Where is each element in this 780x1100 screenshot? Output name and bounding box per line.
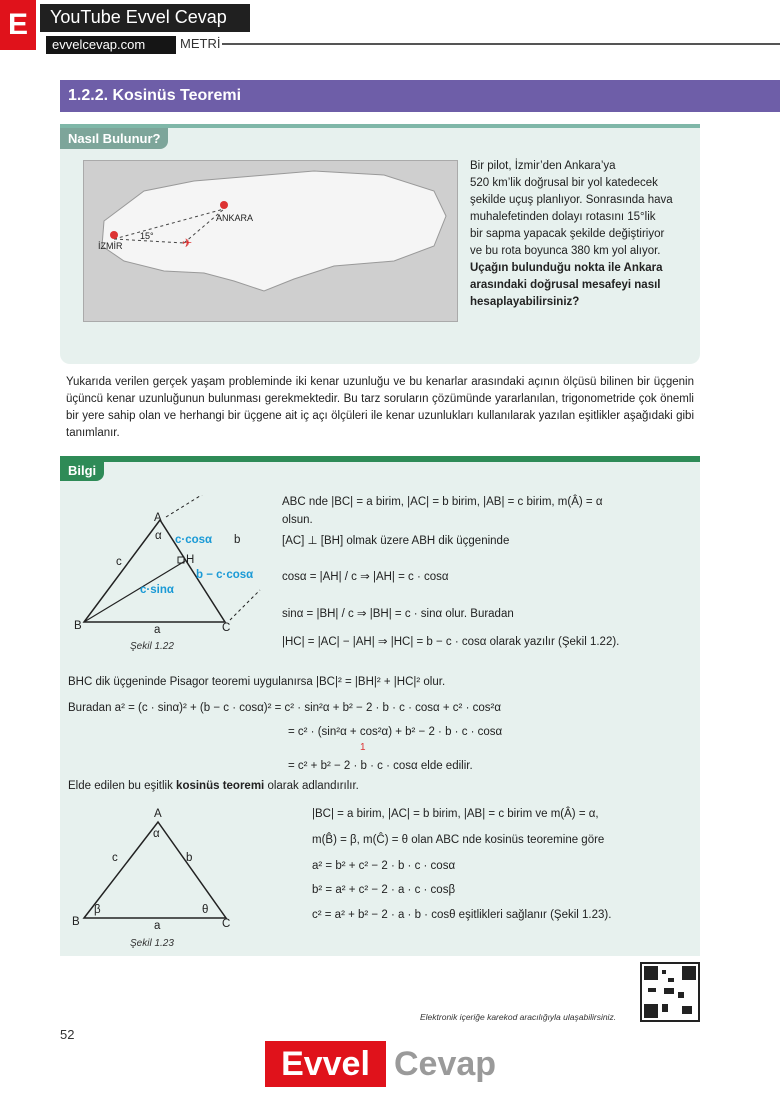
problem-question: Uçağın bulunduğu nokta ile Ankara [470,262,663,274]
fig2-label-c: c [112,852,118,864]
info-tag: Bilgi [60,460,104,481]
figure-1-22 [70,495,270,635]
problem-line: Bir pilot, İzmir’den Ankara’ya [470,160,616,172]
theorem-intro [68,780,359,792]
fig2-label-B: B [72,916,80,928]
cosine-law-a: a² = b² + c² − 2 · b · c · cosα [312,860,456,872]
math-line-4: cosα = |AH| / c ⇒ |AH| = c · cosα [282,571,449,583]
math-line-5: sinα = |BH| / c ⇒ |BH| = c · sinα olur. Buradan [282,608,514,620]
fig2-label-a: a [154,920,161,932]
ankara-pin-icon [220,201,228,209]
fig1-label-b: b [234,534,241,546]
info-box-border [60,456,700,462]
fig2-label-theta: θ [202,904,209,916]
fig1-label-a: a [154,624,161,636]
footer-logo-evvel: Evvel [265,1041,386,1087]
fig1-label-C: C [222,622,231,634]
page-number: 52 [60,1027,75,1042]
section-title: 1.2.2. Kosinüs Teoremi [60,80,780,112]
footer-logo-cevap: Cevap [394,1045,497,1083]
math-line-3: [AC] ⊥ [BH] olmak üzere ABH dik üçgeninde [282,535,510,547]
map-graphic [84,161,459,323]
problem-line: 520 km’lik doğrusal bir yol katedecek [470,177,658,189]
fig1-label-c: c [116,556,122,568]
izmir-pin-icon [110,231,118,239]
figure-caption-1-23: Şekil 1.23 [130,938,174,949]
qr-code-icon[interactable] [640,962,700,1022]
math-line-6: |HC| = |AC| − |AH| ⇒ |HC| = b − c · cosα olarak yazılır (Şekil 1.22). [282,636,620,648]
problem-line: şekilde uçuş planlıyor. Sonrasında hava [470,194,673,206]
pisagor-line-3: = c² · (sin²α + cos²α) + b² − 2 · b · c · cosα [288,726,503,738]
how-tag: Nasıl Bulunur? [60,128,168,149]
map-label-angle: 15° [140,231,154,241]
map-label-izmir: İZMİR [98,241,123,251]
fig2-label-beta: β [94,904,101,916]
math-line-2: olsun. [282,514,313,526]
fig2-label-C: C [222,918,231,930]
svg-text:✈: ✈ [182,236,193,250]
fig1-label-alpha: α [155,530,162,542]
fig1-label-B: B [74,620,82,632]
theorem-name: kosinüs teoremi [176,780,265,792]
theorem-line-2: m(B̂) = β, m(Ĉ) = θ olan ABC nde kosinüs teoremine göre [312,834,605,846]
fig2-label-b: b [186,852,193,864]
theorem-intro-post: olarak adlandırılır. [264,780,359,792]
problem-text [470,158,695,311]
figure-caption-1-22: Şekil 1.22 [130,641,174,652]
pisagor-line-1: BHC dik üçgeninde Pisagor teoremi uygulanırsa |BC|² = |BH|² + |HC|² olur. [68,676,446,688]
problem-question: arasındaki doğrusal mesafeyi nasıl [470,279,661,291]
theorem-intro-pre: Elde edilen bu eşitlik [68,780,177,792]
map-label-ankara: ANKARA [216,213,254,223]
brand-logo-letter: E [0,0,36,50]
pisagor-line-4: = c² + b² − 2 · b · c · cosα elde edilir. [288,760,473,772]
fig1-label-ccos: c·cosα [175,534,213,546]
identity-one: 1 [360,742,366,753]
unit-title: METRİ [180,36,221,51]
math-line-1: ABC nde |BC| = a birim, |AC| = b birim, |AB| = c birim, m(Â) = α [282,496,603,508]
fig2-label-A: A [154,808,162,820]
problem-line: ve bu rota boyunca 380 km yol alıyor. [470,245,661,257]
fig1-label-A: A [154,512,162,524]
pisagor-line-2: Buradan a² = (c · sinα)² + (b − c · cosα)² = c² · sin²α + b² − 2 · b · c · cosα + c² · cos²α [68,702,501,714]
problem-line: muhalefetinden dolayı rotasını 15°lik [470,211,656,223]
intro-paragraph: Yukarıda verilen gerçek yaşam probleminde iki kenar uzunluğu ve bu kenarlar arasındaki açının ölçüsü bilinen bir üçgenin üçüncü kenar uzunluğunun bulunması gerekmektedir. Bu tarz soruların çözümünde yararlanılan, trigonometride çok önemli bir yere sahip olan ve herhangi bir üçgene ait iç açı ölçüleri ile kenar uzunlukları kullanılarak yazılan eşitlikler aşağıdaki gibi tanımlanır. [66,376,694,439]
brand-title[interactable]: YouTube Evvel Cevap [40,4,250,32]
fig2-label-alpha: α [153,828,160,840]
qr-note: Elektronik içeriğe karekod aracılığıyla ulaşabilirsiniz. [420,1012,617,1022]
problem-line: bir sapma yapacak şekilde değiştiriyor [470,228,665,240]
header-divider [222,43,780,45]
cosine-law-c: c² = a² + b² − 2 · a · b · cosθ eşitlikleri sağlanır (Şekil 1.23). [312,909,612,921]
turkey-map [83,160,458,322]
brand-url[interactable]: evvelcevap.com [46,36,176,54]
fig1-label-bccos: b − c·cosα [196,569,254,581]
cosine-law-b: b² = a² + c² − 2 · a · c · cosβ [312,884,456,896]
theorem-line-1: |BC| = a birim, |AC| = b birim, |AB| = c birim ve m(Â) = α, [312,808,599,820]
fig1-label-csin: c·sinα [140,584,174,596]
problem-question: hesaplayabilirsiniz? [470,296,580,308]
fig1-label-H: H [186,554,195,566]
